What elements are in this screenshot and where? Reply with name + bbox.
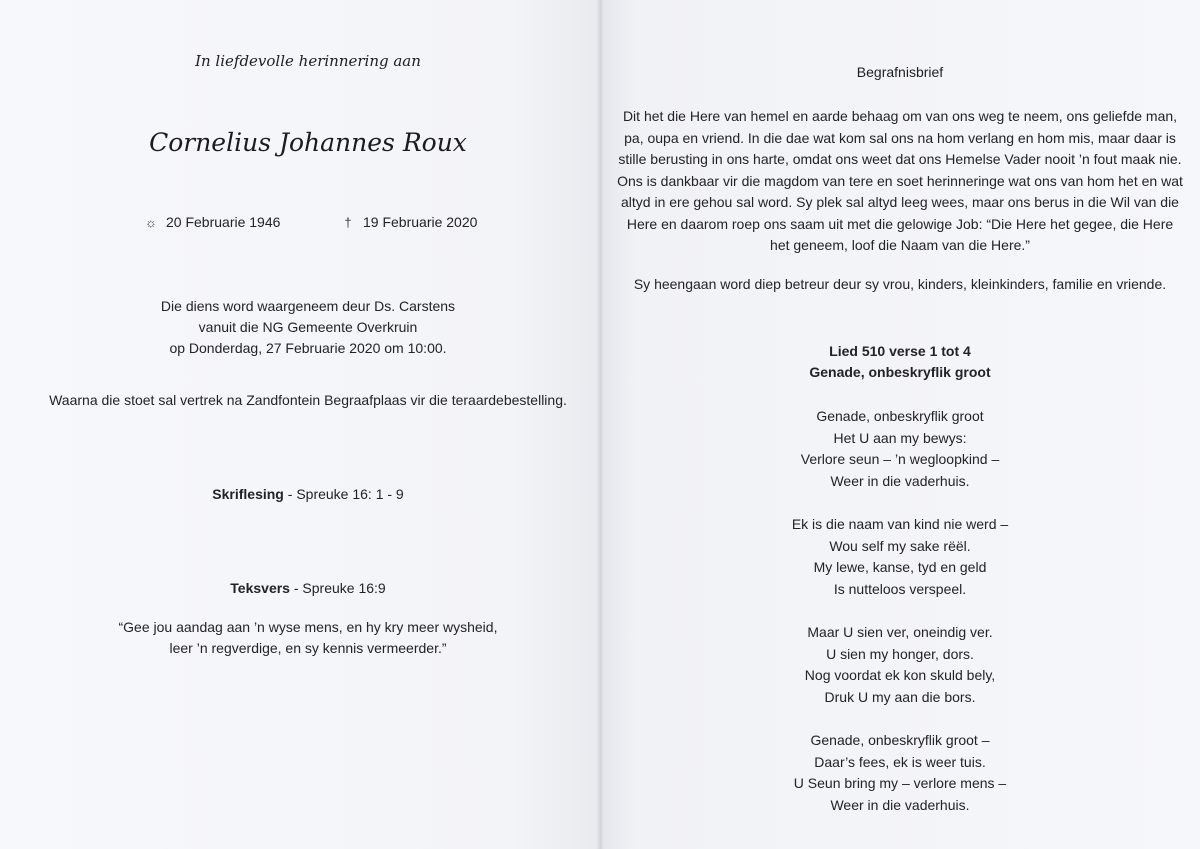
stanza-2 xyxy=(600,514,1200,600)
service-line: Die diens word waargeneem deur Ds. Carstens xyxy=(160,298,456,314)
mourned-text: Sy heengaan word diep betreur deur sy vrou, kinders, kleinkinders, familie en vriende. xyxy=(633,276,1167,292)
letter-line: het geneem, loof die Naam van die Here.” xyxy=(770,237,1030,253)
hymn-number: Lied 510 verse 1 tot 4 xyxy=(829,343,971,359)
death-date-row xyxy=(341,212,477,233)
quote-line: leer ’n regverdige, en sy kennis vermeerder.” xyxy=(169,640,447,656)
stanza-4 xyxy=(600,730,1200,816)
letter-body xyxy=(600,106,1200,257)
reading-reference: - Spreuke 16: 1 - 9 xyxy=(283,486,404,502)
letter-title: Begrafnisbrief xyxy=(856,64,944,80)
lyric-line: Maar U sien ver, oneindig ver. xyxy=(807,624,993,640)
letter-line: pa, oupa en vriend. In die dae wat kom sal ons na hom verlang en hom mis, maar daar is xyxy=(624,129,1176,146)
cross-icon: † xyxy=(344,215,352,230)
letter-line: Here en daarom roep ons saam uit met die gelowige Job: “Die Here het gegee, die Here xyxy=(626,215,1174,232)
letter-line: stille berusting in ons harte, omdat ons weet dat ons Hemelse Vader nooit ’n fout maak nie. xyxy=(618,151,1182,167)
verse-quote xyxy=(0,617,616,659)
sun-icon: ☼ xyxy=(145,215,157,230)
lyric-line: Weer in die vaderhuis. xyxy=(830,472,970,489)
birth-date: 20 Februarie 1946 xyxy=(166,214,281,230)
lyric-line: Genade, onbeskryflik groot xyxy=(816,408,984,424)
lyric-line: Druk U my aan die bors. xyxy=(824,688,976,705)
lyric-line: Nog voordat ek kon skuld bely, xyxy=(804,667,996,683)
page-fold xyxy=(596,0,604,849)
lyric-line: U Seun bring my – verlore mens – xyxy=(793,775,1007,791)
text-verse-reference: - Spreuke 16:9 xyxy=(289,580,386,596)
letter-line: altyd in ere gehou sal word. Sy plek sal altyd leeg wees, maar ons berus in die Wil van die xyxy=(621,194,1179,210)
text-verse-label: Teksvers xyxy=(230,580,290,596)
lyric-line: Genade, onbeskryflik groot – xyxy=(810,732,990,748)
service-line: op Donderdag, 27 Februarie 2020 om 10:00. xyxy=(169,340,447,356)
procession-text: Waarna die stoet sal vertrek na Zandfontein Begraafplaas vir die teraardebestelling. xyxy=(49,392,567,408)
intro-text: In liefdevolle herinnering aan xyxy=(195,52,421,70)
death-date: 19 Februarie 2020 xyxy=(363,214,478,230)
hymn-title: Genade, onbeskryflik groot xyxy=(809,364,991,380)
letter-line: Dit het die Here van hemel en aarde behaag om van ons weg te neem, ons geliefde man, xyxy=(622,108,1178,124)
right-page xyxy=(600,0,1200,849)
lyric-line: Weer in die vaderhuis. xyxy=(830,796,970,813)
reading-label: Skriflesing xyxy=(212,486,284,502)
stanza-3 xyxy=(600,622,1200,708)
service-details xyxy=(0,296,616,359)
lyric-line: Verlore seun – ’n wegloopkind – xyxy=(800,451,1000,467)
deceased-name: Cornelius Johannes Roux xyxy=(149,128,467,157)
scripture-reading xyxy=(0,484,616,505)
hymn-lyrics xyxy=(600,406,1200,838)
service-line: vanuit die NG Gemeente Overkruin xyxy=(198,319,418,335)
letter-line: Ons is dankbaar vir die magdom van tere en soet herinneringe wat ons van hom het en wat xyxy=(617,172,1183,189)
lyric-line: Ek is die naam van kind nie werd – xyxy=(791,516,1009,532)
birth-date-row xyxy=(144,212,280,233)
lyric-line: My lewe, kanse, tyd en geld xyxy=(813,559,987,575)
quote-line: “Gee jou aandag aan ’n wyse mens, en hy kry meer wysheid, xyxy=(118,619,498,635)
lyric-line: Is nutteloos verspeel. xyxy=(833,580,967,597)
lyric-line: U sien my honger, dors. xyxy=(826,645,974,662)
lyric-line: Het U aan my bewys: xyxy=(833,429,967,446)
lyric-line: Daar’s fees, ek is weer tuis. xyxy=(814,753,986,770)
lyric-line: Wou self my sake rëël. xyxy=(829,537,971,554)
stanza-1 xyxy=(600,406,1200,492)
text-verse xyxy=(0,578,616,599)
